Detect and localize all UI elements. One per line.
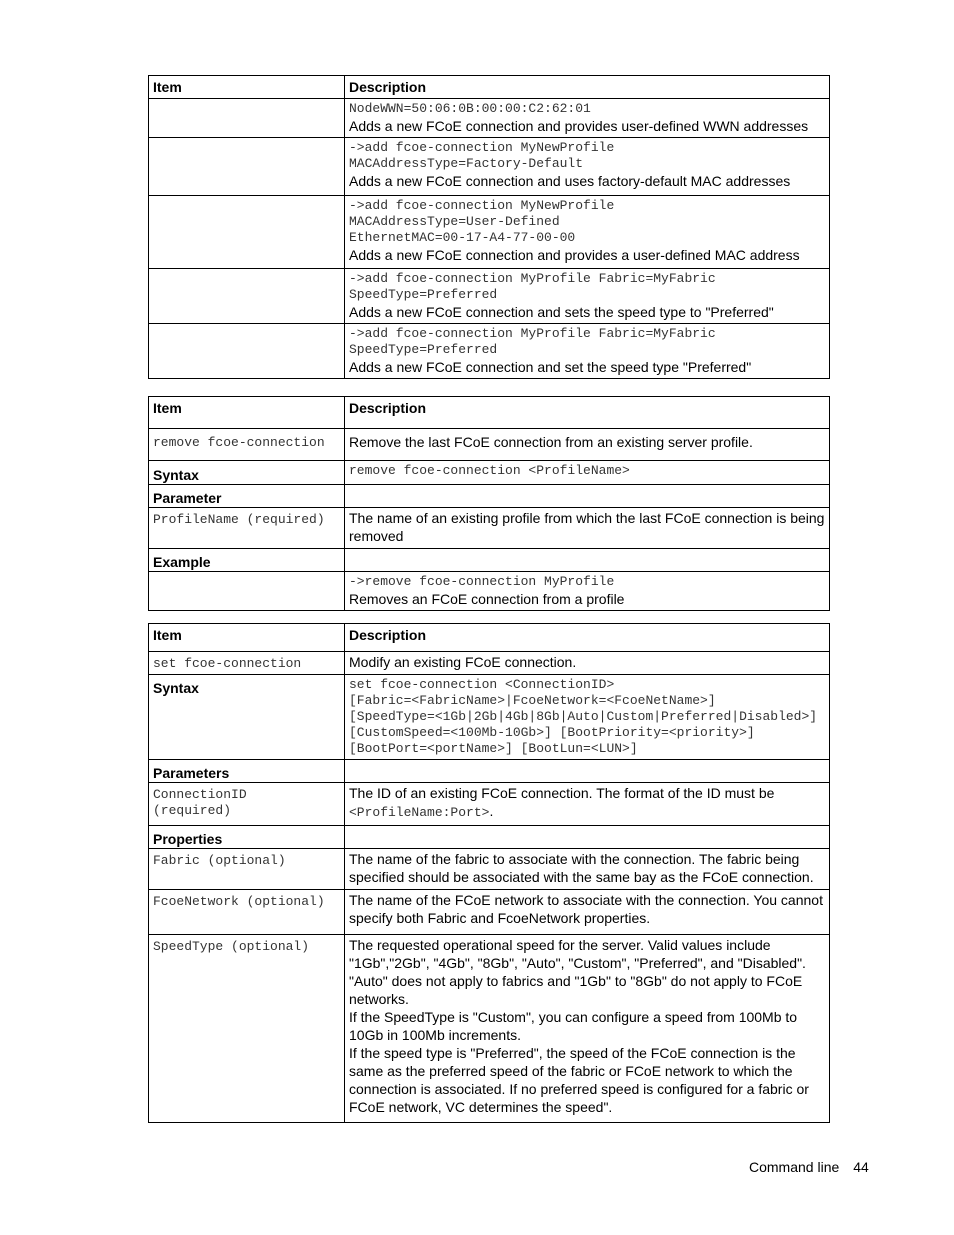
set-fcoe-connection-table <box>148 623 830 1123</box>
syntax-label: Syntax <box>149 675 345 760</box>
property-name: Fabric (optional) <box>149 849 345 890</box>
header-description: Description <box>345 624 830 652</box>
empty-cell <box>345 760 830 783</box>
table-row <box>149 269 830 324</box>
header-item: Item <box>149 397 345 429</box>
property-row <box>149 890 830 935</box>
example-label: Example <box>149 549 345 572</box>
description-cell <box>345 99 830 138</box>
speedtype-custom: If the SpeedType is "Custom", you can configure a speed from 100Mb to 10Gb in 100Mb increments. <box>349 1009 798 1043</box>
example-cell <box>345 572 830 611</box>
speedtype-values: The requested operational speed for the server. Valid values include "1Gb","2Gb", "4Gb", "8Gb", "Auto", "Custom", "Preferred", and "Disabled". "Auto" does not apply to fabrics and "1Gb" to "8Gb" do not apply to FCoE networks. <box>349 937 806 1007</box>
example-code: ->add fcoe-connection MyNewProfile MACAddressType=User-Defined EthernetMAC=00-17-A4-77-00-00 <box>349 198 615 245</box>
page-number: 44 <box>853 1159 869 1175</box>
parameter-name: ConnectionID (required) <box>149 783 345 826</box>
header-item: Item <box>149 76 345 99</box>
property-name: FcoeNetwork (optional) <box>149 890 345 935</box>
header-item: Item <box>149 624 345 652</box>
command-row <box>149 429 830 461</box>
syntax-code: set fcoe-connection <ConnectionID> [Fabric=<FabricName>|FcoeNetwork=<FcoeNetName>] [SpeedType=<1Gb|2Gb|4Gb|8Gb|Auto|Custom|Preferred|Disabled>] [CustomSpeed=<100Mb-10Gb>] [BootPriority=<priority>] [BootPort=<portName>] [BootLun=<LUN>] <box>349 677 818 756</box>
example-description: Adds a new FCoE connection and set the speed type "Preferred" <box>349 359 752 375</box>
example-description: Removes an FCoE connection from a profile <box>349 591 625 607</box>
empty-cell <box>345 485 830 508</box>
property-description: The name of the fabric to associate with the connection. The fabric being specified should be associated with the same bay as the FCoE connection. <box>345 849 830 890</box>
example-code: NodeWWN=50:06:0B:00:00:C2:62:01 <box>349 101 591 116</box>
table-row <box>149 324 830 379</box>
parameter-row <box>149 783 830 826</box>
parameter-row <box>149 508 830 549</box>
command-description: Modify an existing FCoE connection. <box>345 652 830 675</box>
example-description: Adds a new FCoE connection and uses factory-default MAC addresses <box>349 173 791 189</box>
command-name: remove fcoe-connection <box>149 429 345 461</box>
example-code: ->remove fcoe-connection MyProfile <box>349 574 615 589</box>
syntax-cell <box>345 461 830 485</box>
page-footer <box>749 1159 869 1175</box>
table-header <box>149 76 830 99</box>
table-row <box>149 138 830 196</box>
syntax-code: remove fcoe-connection <ProfileName> <box>349 463 630 478</box>
command-description: Remove the last FCoE connection from an existing server profile. <box>345 429 830 461</box>
parameter-description: The name of an existing profile from which the last FCoE connection is being removed <box>345 508 830 549</box>
parameter-description: The ID of an existing FCoE connection. The format of the ID must be <ProfileName:Port>. <box>345 783 830 826</box>
example-description: Adds a new FCoE connection and provides user-defined WWN addresses <box>349 118 809 134</box>
table-row <box>149 99 830 138</box>
header-description: Description <box>345 76 830 99</box>
example-code: ->add fcoe-connection MyProfile Fabric=MyFabric SpeedType=Preferred <box>349 326 716 357</box>
section-row <box>149 485 830 508</box>
empty-cell <box>345 826 830 849</box>
property-name: SpeedType (optional) <box>149 935 345 1123</box>
parameters-label: Parameters <box>149 760 345 783</box>
syntax-row <box>149 461 830 485</box>
example-code: ->add fcoe-connection MyNewProfile MACAddressType=Factory-Default <box>349 140 615 171</box>
item-cell <box>149 324 345 379</box>
syntax-row <box>149 675 830 760</box>
properties-label: Properties <box>149 826 345 849</box>
example-description: Adds a new FCoE connection and provides a user-defined MAC address <box>349 247 800 263</box>
command-name: set fcoe-connection <box>149 652 345 675</box>
property-row <box>149 935 830 1123</box>
example-code: ->add fcoe-connection MyProfile Fabric=MyFabric SpeedType=Preferred <box>349 271 716 302</box>
example-description: Adds a new FCoE connection and sets the speed type to "Preferred" <box>349 304 774 320</box>
syntax-label: Syntax <box>149 461 345 485</box>
description-cell <box>345 324 830 379</box>
item-cell <box>149 99 345 138</box>
property-description <box>345 935 830 1123</box>
item-cell <box>149 572 345 611</box>
description-cell <box>345 196 830 269</box>
footer-section: Command line <box>749 1159 840 1175</box>
add-fcoe-connection-examples-table <box>148 75 830 379</box>
property-row <box>149 849 830 890</box>
format-code: <ProfileName:Port> <box>349 805 490 820</box>
section-row <box>149 826 830 849</box>
table-header <box>149 624 830 652</box>
table-header <box>149 397 830 429</box>
section-row <box>149 549 830 572</box>
header-description: Description <box>345 397 830 429</box>
table-row <box>149 196 830 269</box>
speedtype-preferred: If the speed type is "Preferred", the speed of the FCoE connection is the same as the preferred speed of the fabric or FCoE network to which the connection is associated. If no preferred speed is configured for a fabric or FCoE network, VC determines the speed". <box>349 1045 809 1115</box>
parameter-label: Parameter <box>149 485 345 508</box>
property-description: The name of the FCoE network to associate with the connection. You cannot specify both Fabric and FcoeNetwork properties. <box>345 890 830 935</box>
command-row <box>149 652 830 675</box>
syntax-cell <box>345 675 830 760</box>
parameter-name: ProfileName (required) <box>149 508 345 549</box>
item-cell <box>149 138 345 196</box>
item-cell <box>149 269 345 324</box>
empty-cell <box>345 549 830 572</box>
remove-fcoe-connection-table <box>148 396 830 611</box>
example-row <box>149 572 830 611</box>
section-row <box>149 760 830 783</box>
item-cell <box>149 196 345 269</box>
description-cell <box>345 138 830 196</box>
description-cell <box>345 269 830 324</box>
